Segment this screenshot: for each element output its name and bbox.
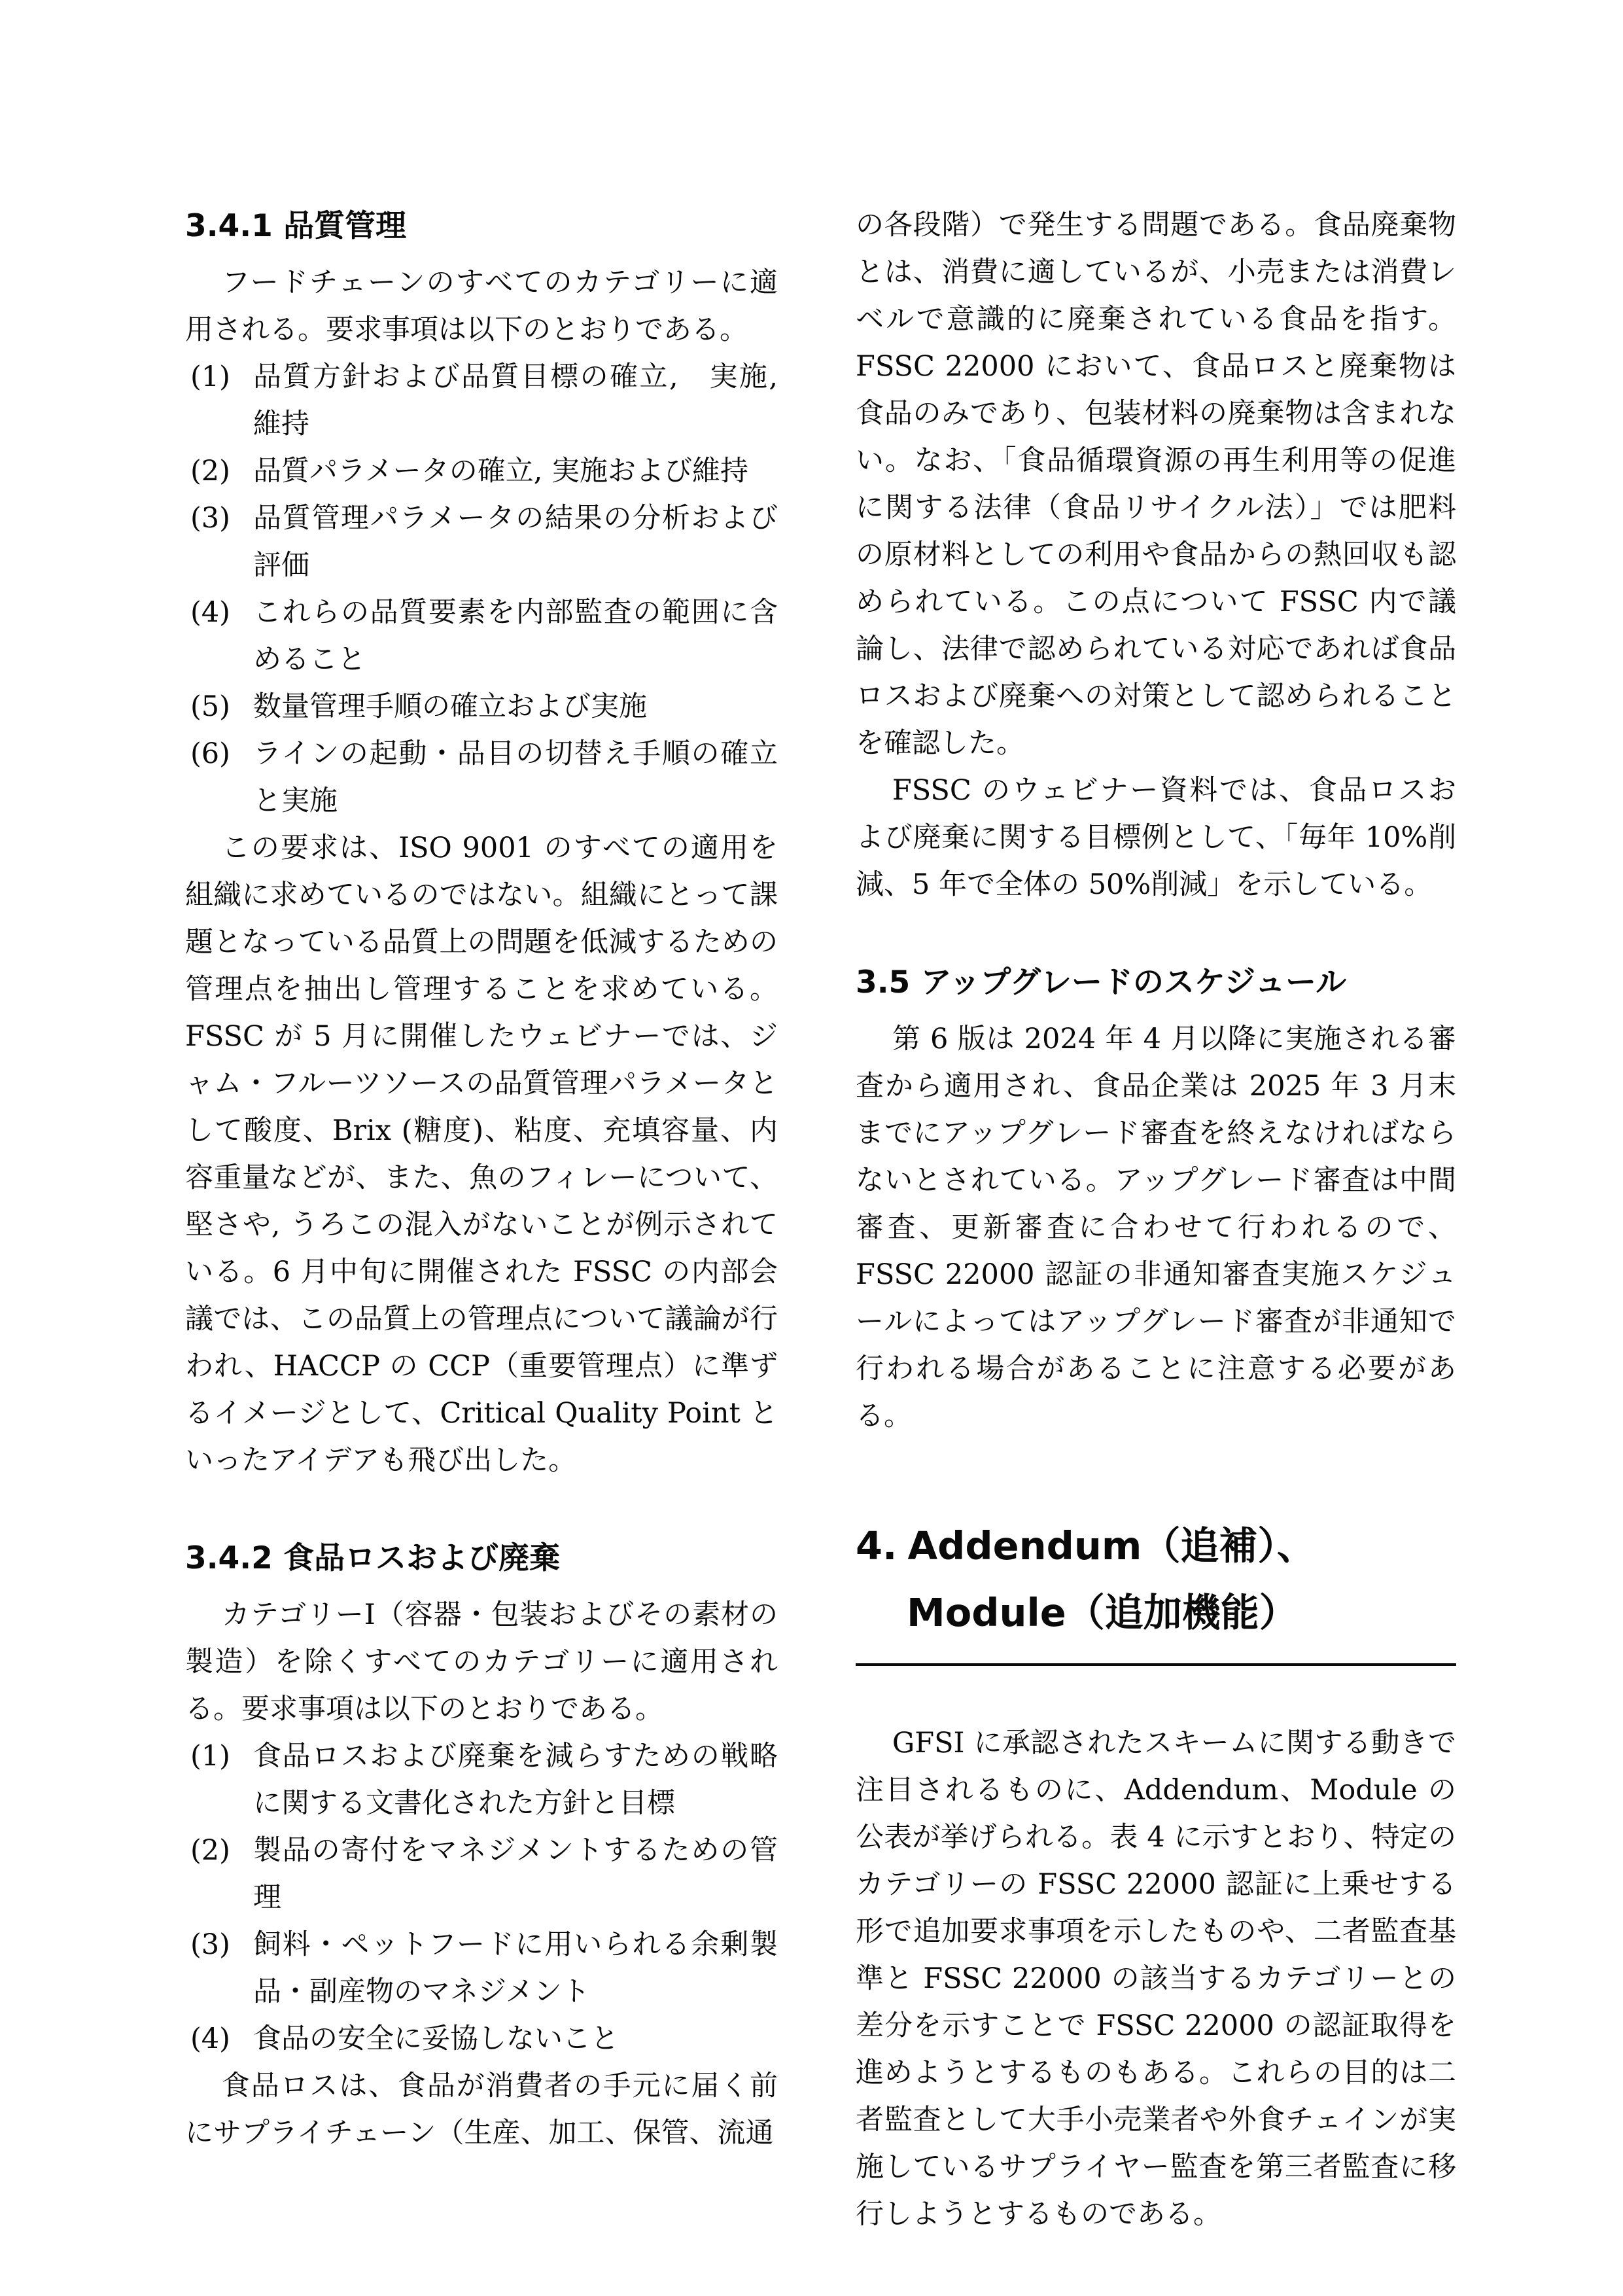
list-item-marker: (1) — [190, 361, 230, 393]
text-run: 食品ロスおよび廃棄を減らすための戦略に関する文書化された方針と目標 — [253, 1740, 778, 1820]
list-item — [185, 730, 778, 824]
text-run: の各段階）で発生する問題である。食品廃棄物とは、消費に適しているが、小売または消費レベルで意識的に廃棄されている食品を指す。FSSC 22000 において、食品ロスと廃棄物は食品のみであり、包装材料の廃棄物は含まれない。なお、「食品循環資源の再生利用等の促進に関する法律（食品リサイクル法）」では肥料の原材料としての利用や食品からの熱回収も認められている。この点について FSSC 内で議論し、法律で認められている対応であれば食品ロスおよび廃棄への対策として認められることを確認した。 — [856, 209, 1456, 760]
text-run: 第 6 版は 2024 年 4 月以降に実施される審査から適用され、食品企業は 2025 年 3 月末までにアップグレード審査を終えなければならないとされている。アップグレード審査は中間審査、更新審査に合わせて行われるので、FSSC 22000 認証の非通知審査実施スケジュールによってはアップグレード審査が非通知で行われる場合があることに注意する必要がある。 — [856, 1023, 1456, 1432]
left-column — [185, 202, 778, 2157]
text-run: ラインの起動・品目の切替え手順の確立と実施 — [253, 737, 778, 817]
text-run: 品質パラメータの確立, 実施および維持 — [253, 455, 749, 487]
heading-divider — [856, 1663, 1456, 1666]
list-item — [185, 1827, 778, 1921]
text-run: 3.5 アップグレードのスケジュール — [856, 964, 1347, 1000]
list-item — [185, 1733, 778, 1827]
text-run: 飼料・ペットフードに用いられる余剰製品・副産物のマネジメント — [253, 1928, 778, 2008]
paragraph — [185, 259, 778, 353]
text-run: 食品の安全に妥協しないこと — [253, 2022, 619, 2055]
paragraph-continued — [856, 202, 1456, 767]
list-item — [185, 2015, 778, 2062]
list-item — [185, 353, 778, 448]
paragraph — [856, 767, 1456, 908]
paragraph — [856, 1720, 1456, 2238]
paragraph — [185, 2062, 778, 2157]
list-item-marker: (3) — [190, 1928, 230, 1961]
paragraph — [856, 1016, 1456, 1439]
section-heading — [185, 1534, 778, 1583]
list-item-marker: (4) — [190, 2022, 230, 2055]
list-item-marker: (6) — [190, 737, 230, 770]
text-run: この要求は、ISO 9001 のすべての適用を組織に求めているのではない。組織にとって課題となっている品質上の問題を低減するための管理点を抽出し管理することを求めている。FSSC が 5 月に開催したウェビナーでは、ジャム・フルーツソースの品質管理パラメータとして酸度、Brix (糖度)、粘度、充填容量、内容重量などが、また、魚のフィレーについて、堅さや, うろこの混入がないことが例示されている。6 月中旬に開催された FSSC の内部会議では、この品質上の管理点について議論が行われ、HACCP の CCP（重要管理点）に準ずるイメージとして、Critical Quality Point といったアイデアも飛び出した。 — [185, 832, 778, 1477]
text-run: GFSI に承認されたスキームに関する動きで注目されるものに、Addendum、Module の公表が挙げられる。表 4 に示すとおり、特定のカテゴリーの FSSC 22000 認証に上乗せする形で追加要求事項を示したものや、二者監査基準と FSSC 22000 の該当するカテゴリーとの差分を示すことで FSSC 22000 の認証取得を進めようとするものもある。これらの目的は二者監査として大手小売業者や外食チェインが実施しているサプライヤー監査を第三者監査に移行しようとするものである。 — [856, 1727, 1456, 2231]
list-item-marker: (4) — [190, 596, 230, 629]
section-heading — [856, 958, 1456, 1008]
text-run: 数量管理手順の確立および実施 — [253, 690, 647, 723]
text-run: これらの品質要素を内部監査の範囲に含めること — [253, 596, 778, 676]
text-run: カテゴリーI（容器・包装およびその素材の製造）を除くすべてのカテゴリーに適用される。要求事項は以下のとおりである。 — [185, 1598, 778, 1725]
text-run: 3.4.1 品質管理 — [185, 208, 407, 244]
list-item-marker: (5) — [190, 690, 230, 723]
text-run: 品質管理パラメータの結果の分析および評価 — [253, 502, 778, 582]
text-run: 食品ロスは、食品が消費者の手元に届く前にサプライチェーン（生産、加工、保管、流通 — [185, 2070, 778, 2149]
list-item-marker: (3) — [190, 502, 230, 535]
right-column — [856, 202, 1456, 2238]
list-item — [185, 683, 778, 730]
paragraph — [185, 824, 778, 1484]
text-run: Addendum（追補）、Module（追加機能） — [907, 1523, 1316, 1635]
text-run: フードチェーンのすべてのカテゴリーに適用される。要求事項は以下のとおりである。 — [185, 266, 778, 346]
heading-number: 4. — [856, 1523, 898, 1568]
paragraph — [185, 1591, 778, 1733]
text-run: 3.4.2 食品ロスおよび廃棄 — [185, 1540, 561, 1576]
list-item-marker: (1) — [190, 1740, 230, 1773]
text-run: FSSC のウェビナー資料では、食品ロスおよび廃棄に関する目標例として、「毎年 10%削減、5 年で全体の 50%削減」を示している。 — [856, 774, 1456, 901]
text-run: 品質方針および品質目標の確立, 実施, 維持 — [253, 361, 778, 440]
list-item — [185, 1921, 778, 2015]
text-run: 製品の寄付をマネジメントするための管理 — [253, 1834, 778, 1914]
section-heading — [185, 202, 778, 251]
list-item — [185, 448, 778, 495]
list-item — [185, 495, 778, 589]
list-item — [185, 589, 778, 683]
list-item-marker: (2) — [190, 455, 230, 487]
list-item-marker: (2) — [190, 1834, 230, 1867]
big-section-heading — [856, 1513, 1456, 1646]
